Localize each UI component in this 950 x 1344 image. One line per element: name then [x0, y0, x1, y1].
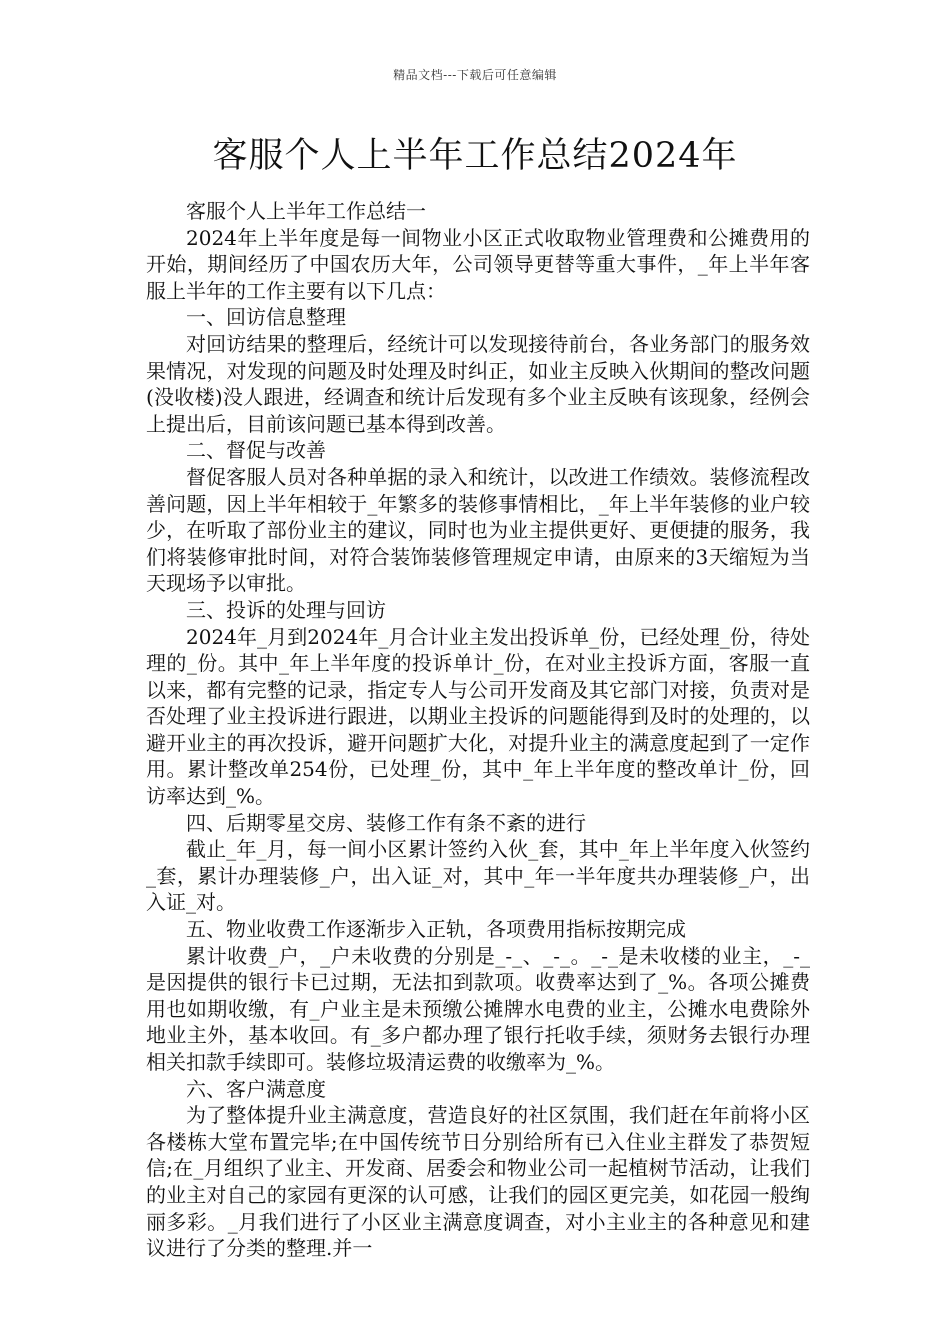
- body-paragraph: 2024年_月到2024年_月合计业主发出投诉单_份，已经处理_份，待处理的_份。其中_年上半年度的投诉单计_份，在对业主投诉方面，客服一直以来，都有完整的记录，指定专人与公司开发商及其它部门对接，负责对是否处理了业主投诉进行跟进，以期业主投诉的问题能得到及时的处理的，以避开业主的再次投诉，避开问题扩大化，对提升业主的满意度起到了一定作用。累计整改单254份，已处理_份，其中_年上半年度的整改单计_份，回访率达到_%。: [146, 624, 810, 809]
- section-heading: 四、后期零星交房、装修工作有条不紊的进行: [186, 810, 586, 835]
- body-paragraph: 对回访结果的整理后，经统计可以发现接待前台，各业务部门的服务效果情况，对发现的问题及时处理及时纠正，如业主反映入伙期间的整改问题(没收楼)没人跟进，经调查和统计后发现有多个业主反映有该现象，经例会上提出后，目前该问题已基本得到改善。: [146, 331, 810, 436]
- section-heading: 三、投诉的处理与回访: [186, 597, 386, 622]
- section-heading: 二、督促与改善: [186, 438, 326, 463]
- document-title: 客服个人上半年工作总结2024年: [212, 136, 738, 176]
- body-paragraph: 为了整体提升业主满意度，营造良好的社区氛围，我们赶在年前将小区各楼栋大堂布置完毕;在中国传统节日分别给所有已入住业主群发了恭贺短信;在_月组织了业主、开发商、居委会和物业公司一起植树节活动，让我们的业主对自己的家园有更深的认可感，让我们的园区更完美，如花园一般绚丽多彩。_月我们进行了小区业主满意度调查，对小主业主的各种意见和建议进行了分类的整理.并一: [146, 1103, 810, 1261]
- body-paragraph: 督促客服人员对各种单据的录入和统计，以改进工作绩效。装修流程改善问题，因上半年相较于_年繁多的装修事情相比，_年上半年装修的业户较少，在听取了部份业主的建议，同时也为业主提供更好、更便捷的服务，我们将装修审批时间，对符合装饰装修管理规定申请，由原来的3天缩短为当天现场予以审批。: [146, 464, 810, 596]
- page-header: 精品文档---下载后可任意编辑: [393, 68, 557, 82]
- section-heading-intro: 客服个人上半年工作总结一: [186, 199, 426, 223]
- section-heading: 六、客户满意度: [186, 1076, 326, 1101]
- body-paragraph: 累计收费_户，_户未收费的分别是_-_、_-_。_-_是未收楼的业主，_-_是因提供的银行卡已过期，无法扣到款项。收费率达到了_%。各项公摊费用也如期收缴，有_户业主是未预缴公摊牌水电费的业主，公摊水电费除外地业主外，基本收回。有_多户都办理了银行托收手续，须财务去银行办理相关扣款手续即可。装修垃圾清运费的收缴率为_%。: [146, 943, 810, 1074]
- section-heading: 五、物业收费工作逐渐步入正轨，各项费用指标按期完成: [186, 917, 686, 942]
- body-paragraph: 2024年上半年度是每一间物业小区正式收取物业管理费和公摊费用的开始，期间经历了中国农历大年，公司领导更替等重大事件，_年上半年客服上半年的工作主要有以下几点：: [146, 225, 810, 303]
- document-body: [146, 198, 810, 1262]
- section-heading: 一、回访信息整理: [186, 305, 346, 330]
- body-paragraph: 截止_年_月，每一间小区累计签约入伙_套，其中_年上半年度入伙签约_套，累计办理装修_户，出入证_对，其中_年一半年度共办理装修_户，出入证_对。: [146, 837, 810, 915]
